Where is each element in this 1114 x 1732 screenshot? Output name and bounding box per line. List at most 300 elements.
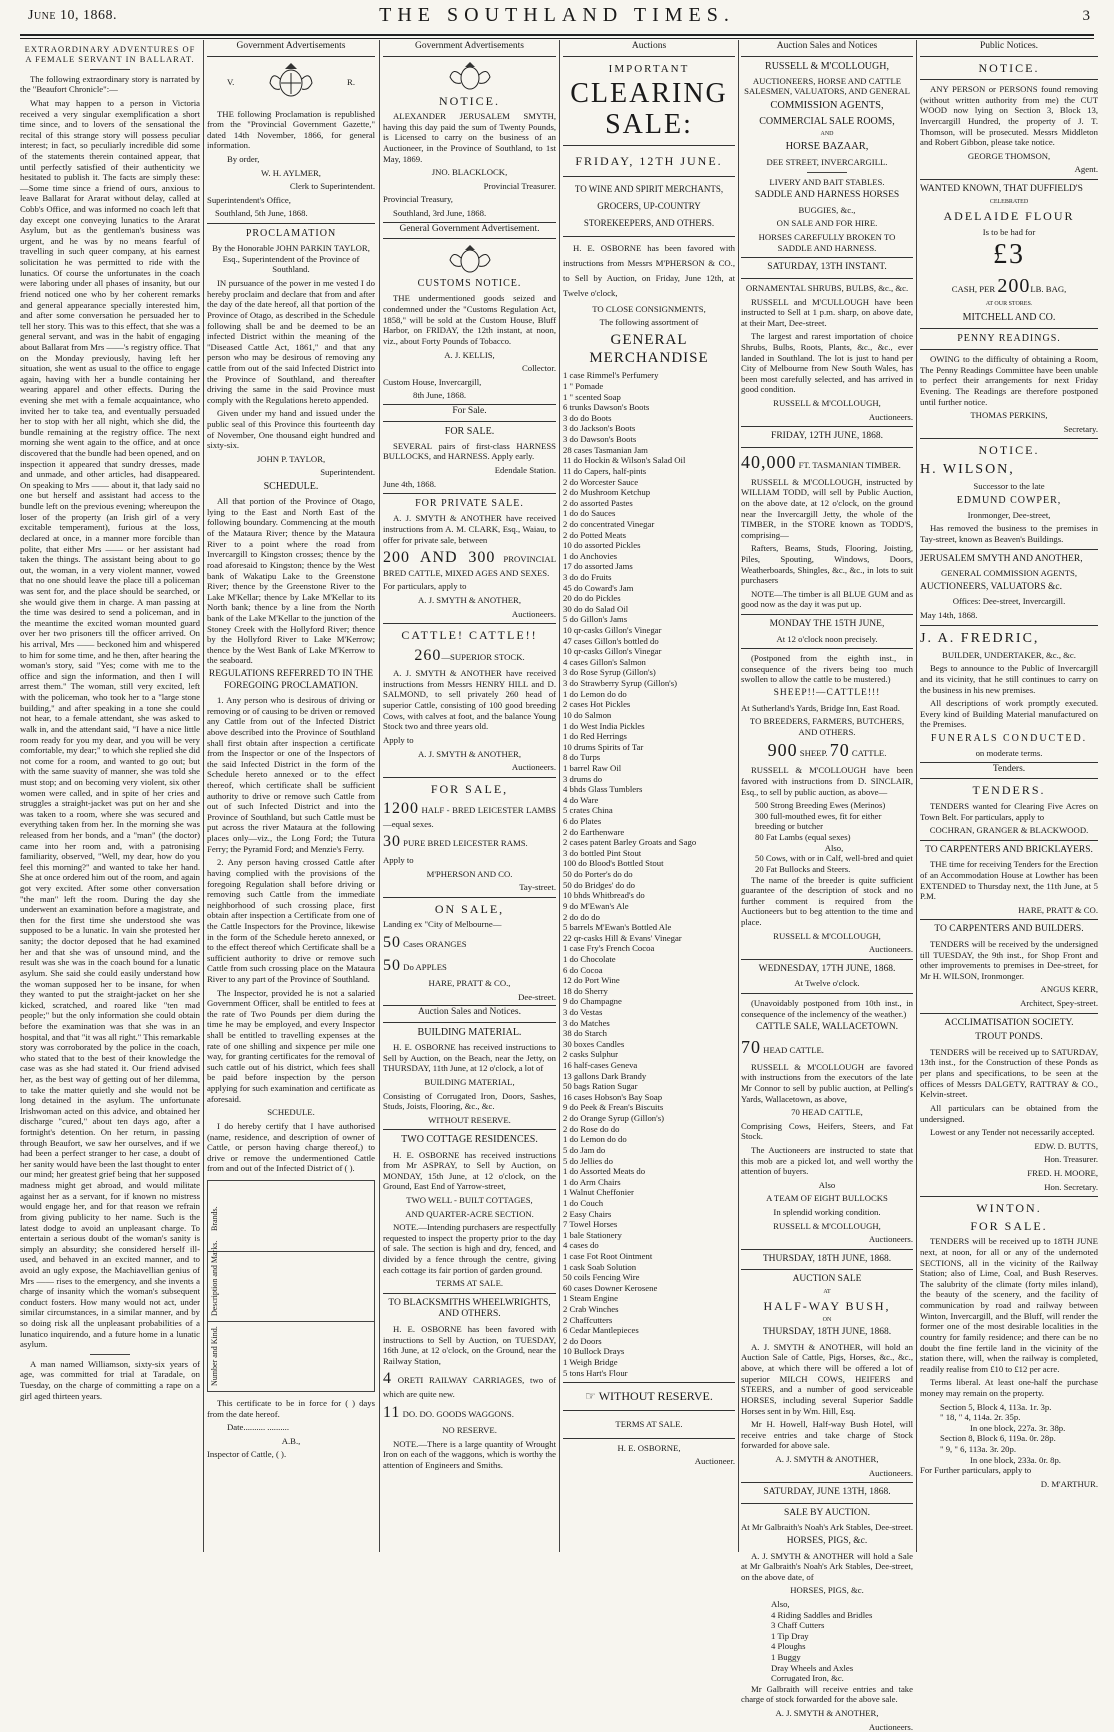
stock-list <box>741 800 913 874</box>
ad-heading: HALF-WAY BUSH, <box>763 1299 891 1314</box>
list-item: Section 5, Block 4, 113a. 1r. 3p. <box>940 1401 1052 1412</box>
notice-heading: TENDERS. <box>972 783 1046 798</box>
list-item: 20 Fat Bullocks and Steers. <box>755 863 851 874</box>
list-item: 30 do do Salad Oil <box>563 603 629 614</box>
list-item: In one block, 233a. 0r. 8p. <box>970 1454 1061 1465</box>
list-item: 1 " scented Soap <box>563 391 621 402</box>
pointing-hand-icon: ☞ <box>585 1389 596 1404</box>
list-item: 30 boxes Candles <box>563 1038 625 1049</box>
list-item: 22 qr-casks Hill & Evans' Vinegar <box>563 932 682 943</box>
column-label-brands: Brands. <box>210 1206 219 1231</box>
ad-big-number: 260 <box>414 646 442 664</box>
list-item: 16 cases Hobson's Bay Soap <box>563 1091 663 1102</box>
ad-text: All descriptions of work promptly executed. Every kind of Building Material manufactured on the Premises. <box>920 698 1098 730</box>
ad-text: Mr Galbraith will receive entries and take charge of stock forwarded for the above sale. <box>741 1683 913 1705</box>
ad-big-number: 50 <box>383 956 401 974</box>
signatory-name: JNO. BLACKLOCK, <box>431 167 508 178</box>
signatory-name: A. J. SMYTH & ANOTHER, <box>417 594 522 605</box>
ad-text: Has removed the business to the premises in Tay-street, known as Beaven's Buildings. <box>920 523 1098 545</box>
signatory-name: RUSSELL & M'COLLOUGH, <box>773 397 881 408</box>
ad-text: H. E. OSBORNE has been favored with instructions to Sell by Auction, on TUESDAY, 16th June, at 12 o'clock, on the Ground, near the Railway Station, <box>383 1324 556 1366</box>
ad-heading: FOR SALE. <box>970 1218 1048 1233</box>
ad-text: Consisting of Corrugated Iron, Doors, Sashes, Studs, Joists, Flooring, &c., &c. <box>383 1090 556 1112</box>
list-item: 10 Bullock Drays <box>563 1346 625 1357</box>
ad-text: The largest and rarest importation of choice Shrubs, Bulbs, Roots, Plants, &c., &c., ever landed in Southland. The lot is just to hand per City of Melbourne from New South Wales, has been most carefully selected, and has arrived in good condition. <box>741 331 913 395</box>
section-heading: Auction Sales and Notices <box>741 40 913 57</box>
ad-big-number: 40,000 <box>741 451 797 472</box>
list-item: 2 do do do <box>563 911 600 922</box>
signatory-title: Auctioneers. <box>868 1467 913 1478</box>
list-item: 1 Tip Dray <box>771 1630 809 1641</box>
royal-crest-block <box>207 61 375 109</box>
column-divider <box>559 40 560 1552</box>
column-divider <box>379 40 380 1552</box>
ad-big-text: FT. TASMANIAN TIMBER. <box>798 459 901 470</box>
royal-crest-icon <box>447 243 493 275</box>
ad-big-text: HALF - BRED LEICESTER LAMBS—equal sexes. <box>383 805 557 829</box>
list-item: 1 case Fry's French Cocoa <box>563 943 655 954</box>
ad-text: CELEBRATED <box>989 198 1029 205</box>
column-label-number: Number and Kind. <box>210 1326 219 1386</box>
signatory-name: RUSSELL & M'COLLOUGH, <box>773 930 881 941</box>
notice-text: Terms liberal. At least one-half the purchase money may remain on the property. <box>920 1377 1098 1398</box>
ad-heading: TO BLACKSMITHS WHEELWRIGHTS, AND OTHERS. <box>388 1297 551 1320</box>
ad-big-text: —SUPERIOR STOCK. <box>441 651 525 662</box>
list-item: 6 do Cocoa <box>563 964 603 975</box>
divider <box>741 1269 913 1270</box>
list-item: 3 do do Fruits <box>563 572 612 582</box>
certificate-inspector: Inspector of Cattle, ( ). <box>207 1449 287 1460</box>
notice-heading: CUSTOMS NOTICE. <box>417 278 522 290</box>
section-list <box>920 1402 1098 1466</box>
issue-date: June 10, 1868. <box>28 8 117 23</box>
merchandise-list <box>563 370 735 1378</box>
ad-text: H. E. OSBORNE has been favored with instructions from Messrs M'PHERSON & CO., to Sell by Auction, on Friday, June 12th, at Twelve o'clock, <box>563 243 735 298</box>
signatory-title: Architect, Spey-street. <box>1020 998 1098 1009</box>
list-item: 6 Cedar Mantlepieces <box>563 1325 639 1336</box>
signatory-title: Hon. Treasurer. <box>1044 1154 1098 1165</box>
signatory-name: M'PHERSON AND CO. <box>426 868 513 879</box>
notice-text: THE time for receiving Tenders for the Erection of an Accommodation House at Lowther has been EXTENDED to Thursday next, the 11th June, at 5 P.M. <box>920 859 1098 902</box>
list-item: 13 gallons Dark Brandy <box>563 1070 647 1081</box>
signatory-title: Superintendent. <box>320 467 375 478</box>
list-item: 2 do Orange Syrup (Gillon's) <box>563 1113 664 1124</box>
list-item: 3 Chaff Cutters <box>771 1620 825 1631</box>
sale-date: SATURDAY, JUNE 13TH, 1868. <box>763 1487 891 1498</box>
ad-big-number: 30 <box>383 833 401 851</box>
column-auction-sales <box>741 40 914 1732</box>
ad-text: Is to be had for <box>982 226 1036 237</box>
certificate-text: I do hereby certify that I have authorised (name, residence, and description of owner of Cattle, or person having charge thereof,) to drive or remove the undermentioned Cattle from and out of the Infected District of ( ). <box>207 1120 375 1174</box>
firm-trade: BUGGIES, &c., <box>798 204 856 215</box>
royal-crest-icon <box>266 61 316 101</box>
ad-subheading: WITHOUT RESERVE. <box>428 1114 511 1125</box>
signatory-name: ANGUS KERR, <box>1040 984 1098 995</box>
list-item: 5 barrels M'Ewan's Bottled Ale <box>563 922 672 933</box>
firm-trade: COMMERCIAL SALE ROOMS, <box>759 115 895 127</box>
firm-name: H. WILSON, <box>920 461 1015 477</box>
divider <box>920 919 1098 920</box>
list-item: 6 do Plates <box>563 816 602 827</box>
ad-big-text: CATTLE. <box>851 748 887 759</box>
section-heading: Tenders. <box>920 762 1098 780</box>
ad-text: Ironmonger, Dee-street, <box>967 509 1051 520</box>
firm-trade: AUCTIONEERS, VALUATORS &c. <box>920 581 1062 592</box>
list-item: 6 trunks Dawson's Boots <box>563 402 650 413</box>
list-item: 1 Steam Engine <box>563 1293 619 1304</box>
column-article <box>20 40 200 1552</box>
firm-trade: BUILDER, UNDERTAKER, &c., &c. <box>942 649 1076 660</box>
signatory-name: A. J. KELLIS, <box>444 349 495 360</box>
signatory-name: HARE, PRATT & CO. <box>1018 904 1098 915</box>
ad-text: RUSSELL & M'COLLOUGH, instructed by WILLIAM TODD, will sell by Public Auction, on the above date, at 12 o'clock, on the ground near the Invercargill Jetty, the whole of the TIMBER, in the STORE known as TODD'S, comprising— <box>741 476 913 540</box>
divider <box>741 1503 913 1504</box>
ad-big-text: Do APPLES <box>403 961 447 972</box>
divider <box>741 959 913 960</box>
list-item: 3 do Jackson's Boots <box>563 423 636 434</box>
list-item: 1 do Couch <box>563 1197 604 1208</box>
firm-trade: COMMISSION AGENTS, <box>770 99 884 111</box>
divider <box>741 993 913 994</box>
signatory-title: Auctioneers. <box>511 608 556 619</box>
list-item: 9 do Champagne <box>563 996 622 1007</box>
column-divider <box>738 40 739 1552</box>
list-item: 1 do Lemon do do <box>563 688 627 699</box>
list-item: 10 bhds Whitbread's do <box>563 890 645 901</box>
ad-subheading: TROUT PONDS. <box>975 1032 1043 1043</box>
firm-trade: HORSES CAREFULLY BROKEN TO SADDLE AND HARNESS. <box>758 232 896 253</box>
divider <box>920 840 1098 841</box>
ad-big-text: ORETI RAILWAY CARRIAGES, two of which are quite new. <box>383 1375 557 1399</box>
section-heading: For Sale. <box>383 404 556 422</box>
proclamation-text: IN pursuance of the power in me vested I do hereby proclaim and declare that from and after the day of the date hereof, all that portion of the Province of Otago, as described in the Schedule following shall be and be deemed to be an infected District within the meaning of the "Diseased Cattle Act, 1861," and that any person who may be desirous of removing any cattle from out of the said Infected District into the Province of Southland, and thereafter driving the same in the said Province must comply with the Regulations hereto appended. <box>207 278 375 405</box>
ad-note: NOTE—The timber is all BLUE GUM and as good now as the day it was put up. <box>741 588 913 610</box>
list-item: 50 do Bridges' do do <box>563 879 636 890</box>
proclamation-given: Given under my hand and issued under the public seal of this Province this fourteenth day of November, One thousand eight hundred and sixty-six. <box>207 408 375 451</box>
ad-heading: CATTLE SALE, WALLACETOWN. <box>755 1022 899 1033</box>
signatory-title: Dee-street. <box>518 991 556 1002</box>
list-item: 5 do Jellies do <box>563 1155 613 1166</box>
newspaper-title: THE SOUTHLAND TIMES. <box>379 4 735 26</box>
ad-text: The following assortment of <box>599 317 699 328</box>
list-item: 1 do West India Pickles <box>563 720 645 731</box>
ad-text: RUSSELL and M'CULLOUGH have been instructed to Sell at 1 p.m. sharp, on above date, at their Mart, Dee-street. <box>741 296 913 328</box>
schedule-heading: SCHEDULE. <box>263 481 319 493</box>
list-item: 1 case Rimmel's Perfumery <box>563 370 659 381</box>
ad-heading: CATTLE! CATTLE!! <box>401 628 538 643</box>
ad-kicker: IMPORTANT <box>608 62 690 75</box>
notice-text: TENDERS will be received up to SATURDAY, 13th inst., for the Construction of these Ponds as per plans and specifications, to be seen at the offices of Messrs DALGETY, RATTRAY & CO., Kelvin-street. <box>920 1046 1098 1100</box>
divider <box>920 438 1098 439</box>
firm-trade: HORSE BAZAAR, <box>785 141 869 153</box>
list-item: 28 cases Tasmanian Jam <box>563 444 648 455</box>
divider <box>920 625 1098 626</box>
column-divider <box>916 40 917 1552</box>
ad-subheading: TO CLOSE CONSIGNMENTS, <box>592 303 706 314</box>
ad-big-text: DO. DO. GOODS WAGGONS. <box>402 1408 514 1419</box>
notice-text: ANY PERSON or PERSONS found removing (without written authority from me) the CUT WOOD now lying on Section 3, Block 13, Invercargill Hundred, the property of J. T. Thomson, will be prosecuted. Messrs Middleton and Robert Gibbon, please take notice. <box>920 84 1098 148</box>
ad-subheading: TWO WELL - BUILT COTTAGES, <box>406 1194 533 1205</box>
list-item: 47 cases Gillon's bottled do <box>563 635 659 646</box>
list-item: 3 do bottled Pint Stout <box>563 847 642 858</box>
ad-heading: SALE BY AUCTION. <box>784 1507 870 1518</box>
list-item: 1 do Red Herrings <box>563 731 627 742</box>
sale-time: At Twelve o'clock. <box>794 978 860 989</box>
royal-crest-icon <box>447 61 493 91</box>
divider <box>741 257 913 258</box>
ad-big-number: 200 AND 300 <box>383 549 496 567</box>
regulation-1: 1. Any person who is desirous of driving or removing or of causing to be driven or removed any Cattle from out of the Infected District above described into the Province of Southland shall first obtain after inspection a certificate from the Inspector or one of the Inspectors of the said Infected District in the form of the Schedule hereto annexed or to the effect thereof, which certificate shall be sufficient authority to drive or remove such Cattle from out of such Infected District and into the Province of Southland, but such Cattle must be put across the river Mataura at the following places only—viz., the Long Ford; the Tutura Ferry; the Pyramid Ford; and Menzie's Ferry. <box>207 695 375 854</box>
ad-apply: Apply to <box>383 734 414 745</box>
divider <box>920 179 1098 180</box>
list-item: 50 coils Fencing Wire <box>563 1272 640 1283</box>
column-divider <box>203 40 204 1552</box>
ad-location: At Sutherland's Yards, Bridge Inn, East Road. <box>741 702 900 713</box>
list-item: Section 8, Block 6, 119a. 0r. 28p. <box>940 1433 1056 1444</box>
list-item: 60 cases Downer Kerosene <box>563 1282 658 1293</box>
list-item: 1 " Pomade <box>563 381 604 392</box>
notice-text: TENDERS will be received up to 18TH JUNE next, at noon, for all or any of the undernoted SECTIONS, all in the vicinity of the Railway Station; also of Lime, Coal, and Bush Reserves. The salubrity of the climate (forty miles inland), the beauty of the scenery, and the facility of communication by road and railway between Winton, Invercargill, and the Bluff, will render the former one of the most desirable localities in the country for family residence; and there can be no doubt the fine fertile land in the vicinity of the station there, will, when the railway is completed, readily realise from £10 to £12 per acre. <box>920 1236 1098 1374</box>
list-item: 2 do assorted Pastes <box>563 497 633 508</box>
list-item: 2 do Worcester Sauce <box>563 476 639 487</box>
signatory-name: RUSSELL & M'COLLOUGH, <box>773 1220 881 1231</box>
table-rule <box>208 1321 374 1322</box>
list-item: 2 Easy Chairs <box>563 1208 612 1219</box>
ad-subheading: A TEAM OF EIGHT BULLOCKS <box>766 1193 888 1204</box>
column-label-description: Description and Marks. <box>210 1240 219 1316</box>
ad-heading: PENNY READINGS. <box>957 332 1061 344</box>
divider <box>563 145 735 146</box>
list-item: 10 do Salmon <box>563 709 612 720</box>
signatory-name: GEORGE THOMSON, <box>967 150 1051 161</box>
ad-subheading: BUILDING MATERIAL, <box>424 1076 515 1087</box>
crest-letter-v: V. <box>227 76 235 87</box>
signatory-name: THOMAS PERKINS, <box>970 410 1048 421</box>
signatory-name: COCHRAN, GRANGER & BLACKWOOD. <box>929 825 1089 836</box>
ad-heading: SHEEP!!—CATTLE!!! <box>773 688 881 699</box>
firm-name: JERUSALEM SMYTH AND ANOTHER, <box>920 553 1083 564</box>
signatory-name: D. M'ARTHUR. <box>1040 1478 1098 1489</box>
divider <box>383 1293 556 1294</box>
ad-subheading: NO RESERVE. <box>442 1425 497 1436</box>
sale-date: FRIDAY, 12TH JUNE. <box>575 153 723 168</box>
list-item: 100 do Blood's Bottled Stout <box>563 858 664 869</box>
list-item: 1 bale Stationery <box>563 1229 622 1240</box>
ad-big-number: 50 <box>383 934 401 952</box>
list-item: 50 bags Ration Sugar <box>563 1081 638 1092</box>
regulation-2: 2. Any person having crossed Cattle after having complied with the provisions of the foregoing Regulation shall before driving or removing such Cattle from the immediate neighborhood of such crossing place, first obtain after inspection a Certificate from one of the Cattle Inspectors for the Province, likewise in the form of the Schedule hereto annexed, or to the effect thereof which Certificate shall be a sufficient authority to drive or remove such Cattle from such crossing place on the Mataura River to any part of the Province of Southland. <box>207 857 375 984</box>
list-item: 5 do Gillon's Jams <box>563 614 628 625</box>
notice-location: Provincial Treasury, <box>383 194 453 205</box>
ad-text: Successor to the late <box>973 481 1045 492</box>
ad-big-number: 200 <box>997 275 1031 297</box>
proclamation-by: By the Honorable JOHN PARKIN TAYLOR, Esq., Superintendent of the Province of Southland. <box>212 243 370 275</box>
notice-date: Southland, 3rd June, 1868. <box>393 208 487 219</box>
ad-heading: TWO COTTAGE RESIDENCES. <box>401 1134 538 1146</box>
ad-big-text: PROVINCIAL BRED CATTLE, MIXED AGES AND SEXES. <box>383 554 556 578</box>
notice-heading: NOTICE. <box>978 443 1040 458</box>
list-item: 1 Buggy <box>771 1651 801 1662</box>
ad-text: A. J. SMYTH & ANOTHER will hold a Sale at Mr Galbraith's Noah's Ark Stables, Dee-street, on the above date, of <box>741 1550 913 1582</box>
signatory-title: Secretary. <box>1063 423 1098 434</box>
firm-and: AND <box>820 130 834 137</box>
certificate-validity: This certificate to be in force for ( ) days from the date hereof. <box>207 1397 375 1419</box>
firm-trade: GENERAL COMMISSION AGENTS, <box>940 568 1078 579</box>
ad-heading: TO CARPENTERS AND BUILDERS. <box>934 924 1084 935</box>
ad-big-text: HEAD CATTLE. <box>763 1044 824 1055</box>
list-item: 2 do Mushroom Ketchup <box>563 487 651 498</box>
divider <box>920 1013 1098 1014</box>
ad-date: May 14th, 1868. <box>920 610 978 621</box>
ad-note: (Postponed from the eighth inst., in consequence of the rivers being too much swollen to allow the cattle to be mustered.) <box>741 653 913 685</box>
list-item: Dray Wheels and Axles <box>771 1662 854 1673</box>
signatory-title: Hon. Secretary. <box>1044 1181 1098 1192</box>
ad-heading: WINTON. <box>976 1201 1042 1216</box>
ad-text: AT <box>823 1289 831 1296</box>
list-item: 11 do Hockin & Wilson's Salad Oil <box>563 455 686 466</box>
list-item: 10 qr-casks Gillon's Vinegar <box>563 625 662 636</box>
ad-text: ON <box>822 1316 832 1323</box>
firm-address: Offices: Dee-street, Invercargill. <box>952 596 1066 607</box>
divider <box>207 223 375 224</box>
ad-big-text: PURE BRED LEICESTER RAMS. <box>403 838 528 849</box>
list-item: 1 Walnut Cheffonier <box>563 1187 634 1198</box>
ad-headline: GENERAL MERCHANDISE <box>589 331 709 367</box>
list-item: 4 cases Gillon's Salmon <box>563 656 646 667</box>
divider <box>383 897 556 898</box>
notice-text: Lowest or any Tender not necessarily accepted. <box>930 1127 1095 1138</box>
list-item: 300 full-mouthed ewes, fit for either breeding or butcher <box>755 810 882 832</box>
page-number: 3 <box>1082 8 1090 24</box>
section-heading: General Government Advertisement. <box>383 222 556 240</box>
divider <box>383 623 556 624</box>
sale-date: THURSDAY, 18TH JUNE, 1868. <box>762 1253 892 1264</box>
list-item: 17 do assorted Jams <box>563 561 633 572</box>
ad-heading: WANTED KNOWN, THAT DUFFIELD'S <box>920 184 1083 195</box>
sale-date: SATURDAY, 13TH INSTANT. <box>767 262 887 273</box>
ad-heading: FOR SALE. <box>444 425 495 437</box>
ad-text: RUSSELL & M'COLLOUGH have been favored with instructions from D. SINCLAIR, Esq., to sell by public auction, as above— <box>741 765 913 797</box>
column-notices <box>383 40 556 1552</box>
ad-location: Edendale Station. <box>494 464 556 475</box>
divider <box>563 1438 735 1439</box>
list-item: 18 do Sherry <box>563 985 608 996</box>
list-item: 2 do Potted Meats <box>563 529 626 540</box>
list-item: 10 qr-casks Gillon's Vinegar <box>563 646 662 657</box>
ad-subheading: HORSES, PIGS, &c. <box>790 1585 864 1596</box>
list-item: 45 do Coward's Jam <box>563 582 634 593</box>
notice-text: For Further particulars, apply to <box>920 1465 1032 1476</box>
divider <box>383 1129 556 1130</box>
table-rule <box>208 1251 374 1252</box>
signatory-name: A. J. SMYTH & ANOTHER, <box>775 1708 879 1719</box>
ad-big-text: SHEEP. <box>799 748 828 759</box>
signatory-name: A. J. SMYTH & ANOTHER, <box>417 748 522 759</box>
certificate-signer: A.B., <box>281 1435 301 1446</box>
divider <box>563 1382 735 1383</box>
ad-big-number: 900 <box>767 740 798 761</box>
list-item: 5 tons Hart's Flour <box>563 1367 628 1378</box>
firm-trade: LIVERY AND BAIT STABLES. <box>769 176 885 187</box>
ad-apply: Apply to <box>383 855 414 865</box>
signatory-name: FRED. H. MOORE, <box>1027 1167 1098 1178</box>
signatory-title: Auctioneer. <box>694 1456 735 1467</box>
ad-date: June 4th, 1868. <box>383 478 437 489</box>
list-item: 1 do Anchovies <box>563 550 618 561</box>
list-item: 12 do Port Wine <box>563 975 620 986</box>
notice-heading: NOTICE. <box>978 60 1040 75</box>
signatory-name: W. H. AYLMER, <box>261 167 321 178</box>
list-item: 50 do Porter's do do <box>563 869 633 880</box>
notice-text: All particulars can be obtained from the undersigned. <box>920 1102 1098 1124</box>
ad-text: A. J. SMYTH & ANOTHER have received instructions from Messrs HENRY HILL and D. SALMOND, to sell privately 260 head of superior Cattle, consisting of 100 good breeding Cows, with calves at foot, and the balance Young Stock two and three years old. <box>383 668 556 732</box>
notice-text: TENDERS wanted for Clearing Five Acres on Town Belt. For particulars, apply to <box>920 801 1098 822</box>
list-item: 2 casks Sulphur <box>563 1049 619 1060</box>
divider <box>741 614 913 615</box>
list-item: 1 do Lemon do do <box>563 1134 627 1145</box>
list-item: 1 Weigh Bridge <box>563 1357 618 1368</box>
ad-text: Mr H. Howell, Half-way Bush Hotel, will receive entries and take charge of Stock forwarded for above sale. <box>741 1419 913 1451</box>
signatory-title: Clerk to Superintendent. <box>289 181 375 192</box>
list-item: 10 drums Spirits of Tar <box>563 741 644 752</box>
ad-text: The Auctioneers are instructed to state that this mob are a picked lot, and well worthy the attention of buyers. <box>741 1144 913 1177</box>
list-item: " 18, " 4, 114a. 2r. 35p. <box>940 1412 1021 1423</box>
certificate-table <box>207 1180 375 1392</box>
ad-apply: For particulars, apply to <box>383 581 467 592</box>
ad-audience: TO BREEDERS, FARMERS, BUTCHERS, AND OTHERS. <box>749 716 905 737</box>
column-auctions <box>563 40 735 1552</box>
article-paragraph: The following extraordinary story is narrated by the "Beaufort Chronicle":— <box>20 73 200 95</box>
list-item: " 9, " 6, 113a. 3r. 20p. <box>940 1443 1017 1454</box>
list-item: 3 do do Boots <box>563 412 612 423</box>
divider <box>90 69 130 70</box>
section-heading: Government Advertisements <box>207 40 375 57</box>
list-item: 2 Chaffcutters <box>563 1314 613 1325</box>
divider <box>920 549 1098 550</box>
notice-date: Southland, 5th June, 1868. <box>215 208 308 219</box>
signatory-title: Collector. <box>521 363 556 374</box>
list-item: 2 do concentrated Vinegar <box>563 518 655 529</box>
firm-name: J. A. FREDRIC, <box>920 630 1040 646</box>
ad-heading: FUNERALS CONDUCTED. <box>930 733 1088 744</box>
masthead-rule <box>20 34 1094 39</box>
ad-heading: TO CARPENTERS AND BRICKLAYERS. <box>925 844 1093 855</box>
list-item: 10 do assorted Pickles <box>563 540 641 551</box>
ad-heading: ORNAMENTAL SHRUBS, BULBS, &c., &c. <box>745 282 909 293</box>
list-item: 50 Cows, with or in Calf, well-bred and quiet <box>755 853 913 864</box>
list-item: 2 Crab Winches <box>563 1304 619 1315</box>
sale-date: FRIDAY, 12TH JUNE, 1868. <box>771 431 883 442</box>
signatory-title: Auctioneers. <box>511 762 556 773</box>
signatory-name: A. J. SMYTH & ANOTHER, <box>775 1453 879 1464</box>
ad-text: RUSSELL & M'COLLOUGH are favored with instructions from the executors of the late Mr Connor to sell by public auction, at Pelling's Yards, Wallacetown, as above, <box>741 1061 913 1104</box>
list-item: 3 do Strawberry Syrup (Gillon's) <box>563 678 678 689</box>
list-item: 4 cases do <box>563 1240 599 1251</box>
ad-text: H. E. OSBORNE has received instructions to Sell by Auction, on the Beach, near the Jetty, on THURSDAY, 11th June, at 12 o'clock, a lot of <box>383 1042 556 1074</box>
ad-heading: HORSES, PIGS, &c. <box>786 1535 868 1546</box>
ad-big-number: 70 <box>829 740 850 761</box>
notice-location: Custom House, Invercargill, <box>383 376 482 387</box>
ad-text: on moderate terms. <box>975 748 1043 759</box>
divider <box>90 1354 130 1355</box>
ad-text: A. J. SMYTH & ANOTHER, will hold an Auction Sale of Cattle, Pigs, Horses, &c., &c., above, at which there will be offered a lot of superior MILCH COWS, HEIFERS and STEERS, and a number of good serviceable HORSES, including several Superior Saddle Horses sent in by Wm. Hill, Esq. <box>741 1341 913 1416</box>
divider <box>383 493 556 494</box>
list-item: 3 do Dawson's Boots <box>563 434 637 445</box>
list-item: 1 do Assorted Meats do <box>563 1166 646 1177</box>
signatory-title: Auctioneers. <box>868 1234 913 1245</box>
divider <box>563 176 735 177</box>
divider <box>741 447 913 448</box>
